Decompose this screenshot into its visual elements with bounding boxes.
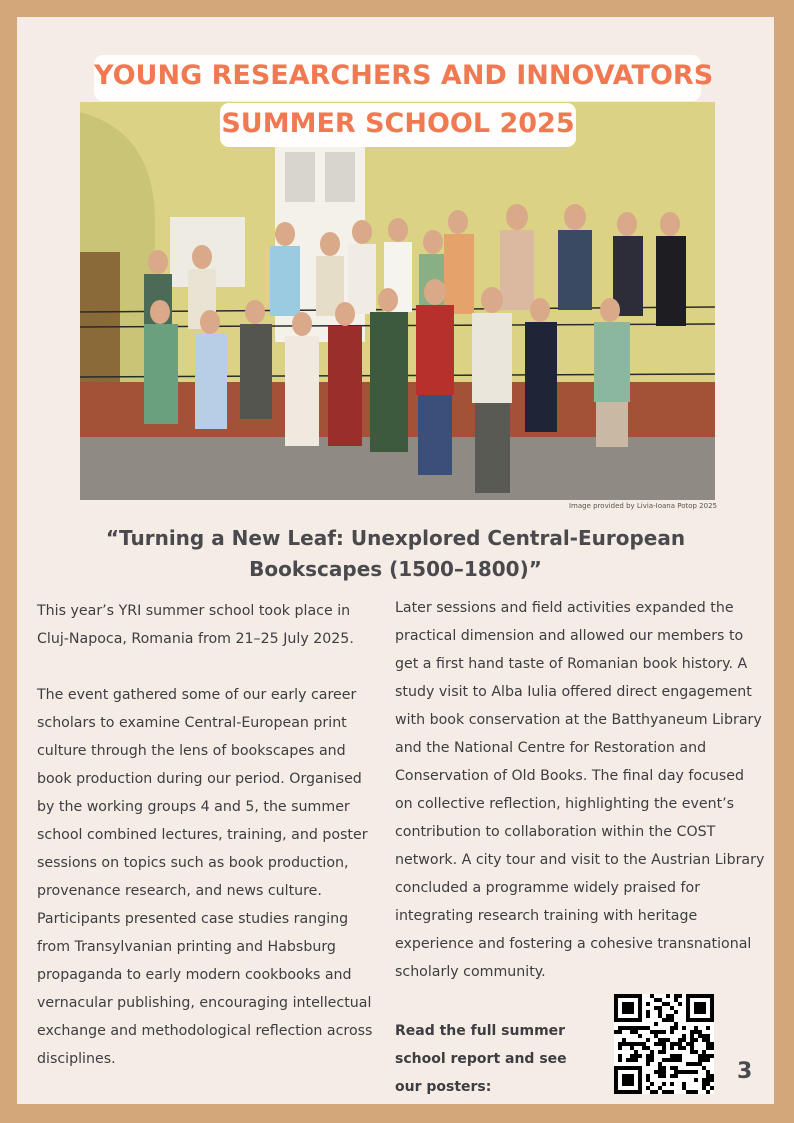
qr-code[interactable]: [614, 994, 714, 1094]
left-paragraph-1: This year’s YRI summer school took place in Cluj-Napoca, Romania from 21–25 July 2025.: [37, 603, 354, 647]
title-line-1: YOUNG RESEARCHERS AND INNOVATORS: [94, 55, 701, 101]
right-paragraph-1: Later sessions and field activities expanded the practical dimension and allowed our members to get a first hand taste of Romanian book history. A study visit to Alba Iulia offered direct engagement with book conservation at the Batthyaneum Library and the National Centre for Restoration and Conservation of Old Books. The final day focused on collective reflection, highlighting the event’s contribution to collaboration within the COST network. A city tour and visit to the Austrian Library concluded a programme widely praised for integrating research training with heritage experience and fostering a cohesive transnational scholarly community.: [395, 600, 765, 980]
group-photo-illustration: [80, 102, 715, 500]
page: [17, 17, 774, 1104]
article-heading: “Turning a New Leaf: Unexplored Central-European Bookscapes (1500–1800)”: [105, 526, 686, 581]
qr-code-pattern: [614, 994, 714, 1094]
title-line-2: SUMMER SCHOOL 2025: [220, 103, 576, 147]
page-number: 3: [737, 1059, 753, 1084]
left-paragraph-2: The event gathered some of our early career scholars to examine Central-European print culture through the lens of bookscapes and book production during our period. Organised by the working groups 4 and 5, the summer school combined lectures, training, and poster sessions on topics such as book production, provenance research, and news culture. Participants presented case studies ranging from Transylvanian printing and Habsburg propaganda to early modern cookbooks and vernacular publishing, encouraging intellectual exchange and methodological reflection across disciplines.: [37, 687, 373, 1067]
report-call-to-action: Read the full summer school report and see our posters:: [395, 1023, 567, 1095]
left-column: [37, 597, 382, 1073]
right-column: [395, 594, 765, 986]
photo-caption: Image provided by Livia-Ioana Potop 2025: [568, 502, 717, 510]
group-photo: [80, 102, 715, 500]
